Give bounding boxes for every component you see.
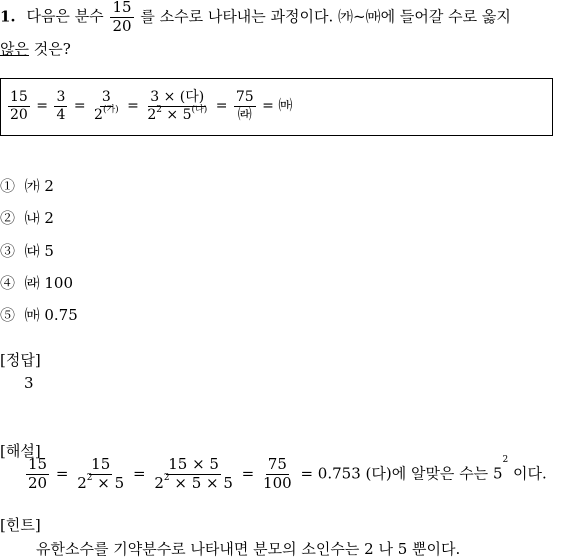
box-frac-4-num: 3 × (다) — [150, 89, 205, 105]
question-fraction-den: 20 — [112, 16, 132, 35]
explanation-result: = 0.753 (다)에 알맞은 수는 5 — [300, 464, 503, 483]
exponent: 2 — [502, 455, 509, 465]
den-rest: × 5 — [92, 473, 125, 492]
explanation-result-end: 이다. — [508, 464, 547, 483]
question-underlined: 않은 — [0, 40, 29, 58]
box-frac-3-num: 3 — [101, 89, 111, 105]
option-2[interactable] — [0, 207, 54, 228]
option-4[interactable] — [0, 272, 73, 293]
option-value: 2 — [44, 209, 54, 227]
question-line — [0, 0, 511, 35]
explanation-line — [24, 457, 547, 492]
equals: = — [215, 98, 228, 115]
hint-heading: [힌트] — [0, 516, 41, 534]
base: 2 — [147, 106, 157, 123]
exponent: 2 — [156, 104, 162, 115]
expl-frac-4-den: 100 — [263, 473, 292, 492]
den-rest: × 5 × 5 — [169, 473, 233, 492]
expl-frac-1-num: 15 — [28, 455, 48, 473]
equals: = — [36, 98, 49, 115]
expl-frac-3-den — [152, 472, 235, 492]
base: 2 — [77, 473, 87, 492]
equals: = — [73, 98, 86, 115]
expl-frac-1 — [26, 457, 49, 492]
option-value: 5 — [44, 242, 54, 260]
option-label: ㈐ — [24, 242, 40, 260]
expl-frac-2-num: 15 — [91, 455, 111, 473]
exponent: 2 — [86, 472, 93, 483]
option-number: ④ — [0, 274, 16, 292]
question-text-b: 를 소수로 나타내는 과정이다. ㈎~㈒에 들어갈 수로 옳지 — [140, 7, 511, 26]
box-frac-3-den — [92, 104, 121, 123]
option-3[interactable] — [0, 240, 54, 261]
equals: = — [132, 464, 146, 483]
box-frac-2-den: 4 — [56, 106, 66, 123]
expl-frac-4 — [261, 457, 294, 492]
box-tail: = ㈒ — [262, 98, 293, 115]
box-frac-3 — [92, 90, 121, 122]
expl-frac-2 — [75, 457, 126, 492]
base: 2 — [154, 473, 164, 492]
expl-frac-1-den: 20 — [28, 473, 48, 492]
expl-frac-3-num: 15 × 5 — [168, 455, 219, 473]
option-1[interactable] — [0, 175, 54, 196]
option-label: ㈒ — [24, 306, 40, 324]
expl-frac-2-den — [75, 472, 126, 492]
option-value: 0.75 — [44, 306, 78, 324]
option-label: ㈎ — [24, 177, 40, 195]
option-number: ② — [0, 209, 16, 227]
answer-heading: [정답] — [0, 351, 41, 369]
option-number: ⑤ — [0, 306, 16, 324]
hint-text: 유한소수를 기약분수로 나타내면 분모의 소인수는 2 나 5 뿐이다. — [36, 540, 461, 558]
box-frac-5-num: 75 — [235, 89, 254, 105]
box-frac-1-num: 15 — [10, 89, 28, 105]
answer-value: 3 — [24, 374, 34, 392]
question-number: 1. — [0, 7, 16, 26]
box-frac-1-den: 20 — [10, 106, 28, 123]
box-frac-4-den — [145, 104, 209, 123]
box-frac-1 — [8, 90, 30, 122]
expl-frac-3 — [152, 457, 235, 492]
question-text-a: 다음은 분수 — [26, 7, 104, 26]
box-frac-2 — [54, 90, 67, 122]
exponent: 2 — [163, 472, 170, 483]
base: 2 — [94, 106, 103, 123]
option-number: ③ — [0, 242, 16, 260]
question-text-c: 것은? — [28, 40, 71, 58]
box-frac-4 — [145, 90, 209, 122]
option-value: 100 — [44, 274, 73, 292]
equals: = — [241, 464, 255, 483]
equals: = — [55, 464, 69, 483]
option-value: 2 — [44, 177, 54, 195]
option-label: ㈑ — [24, 274, 40, 292]
option-number: ① — [0, 177, 16, 195]
den-mid: × 5 — [161, 106, 192, 123]
expl-frac-4-num: 75 — [267, 455, 287, 473]
box-frac-5 — [234, 90, 256, 122]
equals: = — [127, 98, 139, 115]
explanation-heading: [해설] — [0, 442, 41, 460]
question-fraction-num: 15 — [112, 0, 132, 16]
question-fraction — [110, 0, 133, 35]
question-line-2 — [0, 38, 71, 59]
derivation — [6, 90, 292, 122]
exponent: (나) — [191, 104, 208, 115]
option-5[interactable] — [0, 304, 78, 325]
exponent: (가) — [102, 104, 119, 115]
option-label: ㈏ — [24, 209, 40, 227]
box-frac-5-den: ㈑ — [237, 106, 252, 123]
box-frac-2-num: 3 — [56, 89, 66, 105]
